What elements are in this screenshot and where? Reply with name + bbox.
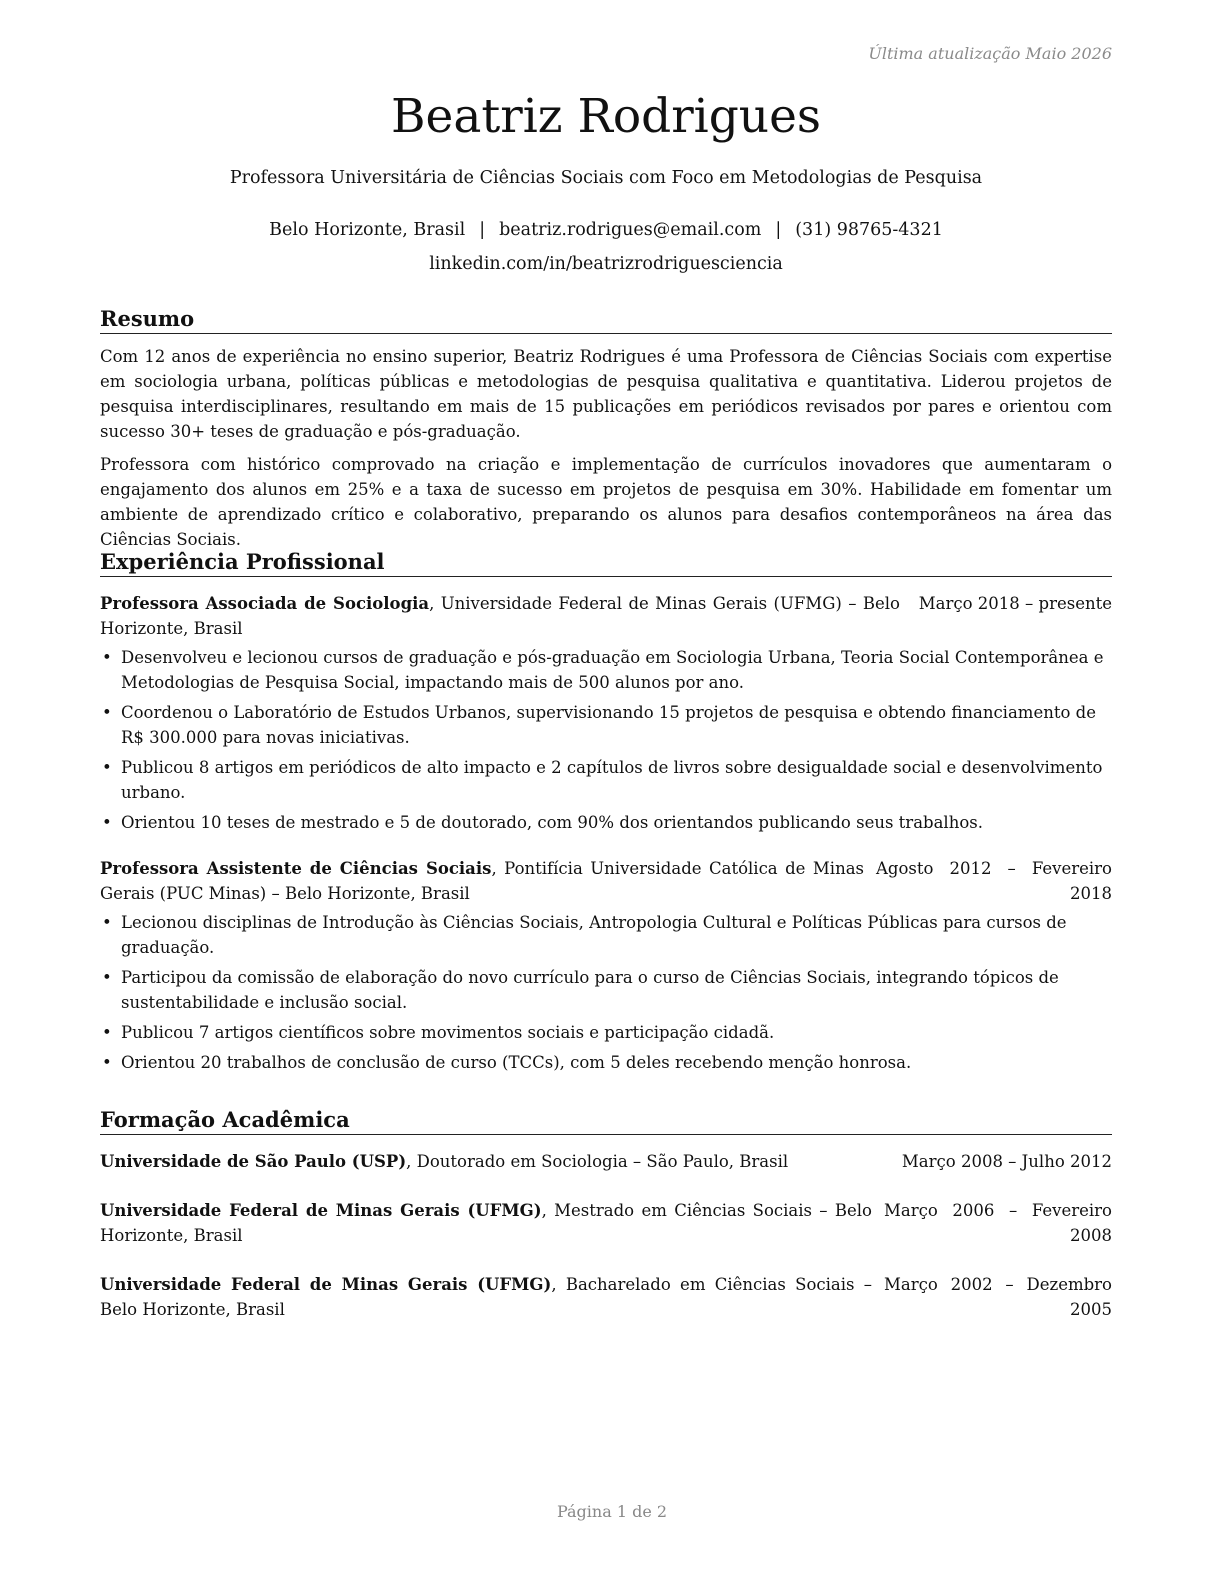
job-bullets	[100, 645, 1112, 835]
school-name: Universidade Federal de Minas Gerais (UFMG)	[100, 1275, 552, 1294]
education-heading	[100, 1198, 872, 1248]
list-item: • Participou da comissão de elaboração do novo currículo para o curso de Ciências Sociais, integrando tópicos de sustentabilidade e inclusão social.	[100, 965, 1112, 1015]
job-bullets	[100, 910, 1112, 1075]
job-entry	[100, 856, 1112, 1075]
education-heading	[100, 1149, 870, 1174]
separator: |	[479, 220, 486, 240]
last-updated: Última atualização Maio 2026	[868, 44, 1112, 63]
job-dates: Agosto 2012 – Fevereiro 2018	[876, 859, 1112, 903]
job-role: Professora Associada de Sociologia	[100, 594, 430, 613]
education-entry	[100, 1149, 1112, 1174]
person-name: Beatriz Rodrigues	[390, 89, 822, 144]
contact-line	[100, 220, 1112, 240]
list-item: • Lecionou disciplinas de Introdução às Ciências Sociais, Antropologia Cultural e Políticas Públicas para cursos de graduação.	[100, 910, 1112, 960]
job-role: Professora Assistente de Ciências Sociais	[100, 859, 492, 878]
education-dates: Março 2008 – Julho 2012	[901, 1152, 1112, 1171]
tagline: Professora Universitária de Ciências Sociais com Foco em Metodologias de Pesquisa	[229, 168, 983, 188]
section-title: Experiência Profissional	[100, 549, 1112, 577]
degree: , Doutorado em Sociologia – São Paulo, Brasil	[406, 1152, 789, 1171]
list-item: • Desenvolveu e lecionou cursos de graduação e pós-graduação em Sociologia Urbana, Teoria Social Contemporânea e Metodologias de Pesquisa Social, impactando mais de 500 alunos por ano.	[100, 645, 1112, 695]
degree: , Bacharelado em Ciências Sociais – Belo Horizonte, Brasil	[100, 1275, 873, 1319]
job-place: , Pontifícia Universidade Católica de Minas Gerais (PUC Minas) – Belo Horizonte, Brasil	[100, 859, 865, 903]
job-heading	[100, 591, 900, 641]
phone: (31) 98765-4321	[795, 220, 943, 240]
job-place: , Universidade Federal de Minas Gerais (UFMG) – Belo Horizonte, Brasil	[100, 594, 900, 638]
email-link[interactable]: beatriz.rodrigues@email.com	[499, 220, 762, 240]
education-entry	[100, 1272, 1112, 1322]
list-item: • Publicou 8 artigos em periódicos de alto impacto e 2 capítulos de livros sobre desigualdade social e desenvolvimento urbano.	[100, 755, 1112, 805]
section-title: Resumo	[100, 306, 1112, 334]
school-name: Universidade Federal de Minas Gerais (UFMG)	[100, 1201, 542, 1220]
job-dates: Março 2018 – presente	[918, 594, 1112, 613]
section-title: Formação Acadêmica	[100, 1107, 1112, 1135]
list-item: • Orientou 20 trabalhos de conclusão de curso (TCCs), com 5 deles recebendo menção honrosa.	[100, 1050, 1112, 1075]
list-item: • Coordenou o Laboratório de Estudos Urbanos, supervisionando 15 projetos de pesquisa e obtendo financiamento de R$ 300.000 para novas iniciativas.	[100, 700, 1112, 750]
separator: |	[775, 220, 782, 240]
summary-paragraph: Com 12 anos de experiência no ensino superior, Beatriz Rodrigues é uma Professora de Ciências Sociais com expertise em sociologia urbana, políticas públicas e metodologias de pesquisa qualitativa e quantitativa. Liderou projetos de pesquisa interdisciplinares, resultando em mais de 15 publicações em periódicos revisados por pares e orientou com sucesso 30+ teses de graduação e pós-graduação.	[100, 347, 1112, 441]
list-item: • Publicou 7 artigos científicos sobre movimentos sociais e participação cidadã.	[100, 1020, 1112, 1045]
experience-section	[100, 549, 1112, 1080]
linkedin-link[interactable]: linkedin.com/in/beatrizrodriguesciencia	[429, 254, 783, 274]
summary-paragraph: Professora com histórico comprovado na criação e implementação de currículos inovadores que aumentaram o engajamento dos alunos em 25% e a taxa de sucesso em projetos de pesquisa em 30%. Habilidade em fomentar um ambiente de aprendizado crítico e colaborativo, preparando os alunos para desafios contemporâneos na área das Ciências Sociais.	[100, 455, 1112, 549]
education-section	[100, 1107, 1112, 1322]
job-entry	[100, 591, 1112, 835]
education-dates: Março 2006 – Fevereiro 2008	[884, 1201, 1112, 1245]
education-entry	[100, 1198, 1112, 1248]
education-dates: Março 2002 – Dezembro 2005	[884, 1275, 1112, 1319]
education-heading	[100, 1272, 872, 1322]
degree: , Mestrado em Ciências Sociais – Belo Horizonte, Brasil	[100, 1201, 872, 1245]
job-heading	[100, 856, 864, 906]
summary-section	[100, 306, 1112, 552]
location: Belo Horizonte, Brasil	[269, 220, 466, 240]
list-item: • Orientou 10 teses de mestrado e 5 de doutorado, com 90% dos orientandos publicando seus trabalhos.	[100, 810, 1112, 835]
page-number: Página 1 de 2	[556, 1502, 668, 1521]
school-name: Universidade de São Paulo (USP)	[100, 1152, 407, 1171]
